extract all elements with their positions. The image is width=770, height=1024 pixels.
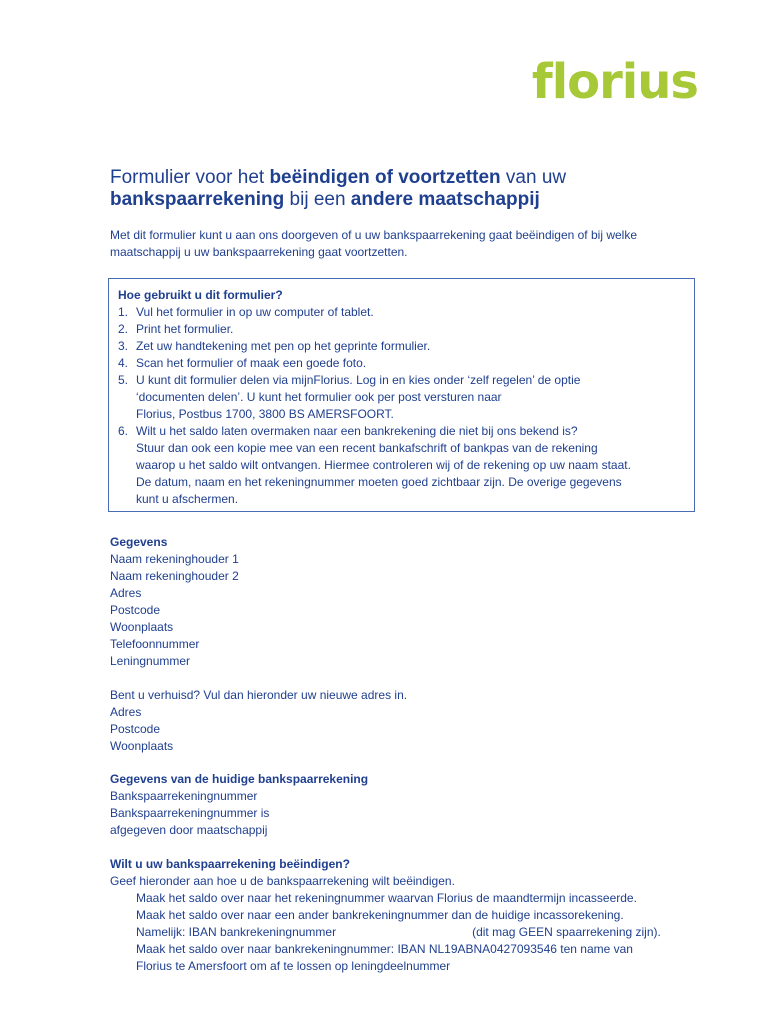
step-number: 5. (118, 373, 129, 387)
option-2-iban-row (110, 924, 710, 941)
terminate-section (110, 856, 710, 975)
step-text: waarop u het saldo wilt ontvangen. Hiermee controleren wij of de rekening op uw naam staat. (136, 458, 631, 472)
field-label: Postcode (110, 603, 161, 617)
field-label: Bankspaarrekeningnummer is (110, 806, 270, 820)
step-text: Zet uw handtekening met pen op het geprinte formulier. (136, 339, 431, 353)
gegevens-section (110, 534, 710, 755)
step-text: Vul het formulier in op uw computer of tablet. (136, 305, 374, 319)
option-2-iban-label: Namelijk: IBAN bankrekeningnummer (136, 925, 337, 939)
howto-step (118, 355, 684, 372)
page-title (110, 167, 710, 211)
field-label: Adres (110, 705, 142, 719)
step-number: 6. (118, 424, 129, 438)
step-text: De datum, naam en het rekeningnummer moeten goed zichtbaar zijn. De overige gegevens (136, 475, 622, 489)
title-bold3: andere maatschappij (350, 189, 540, 210)
intro-text: Met dit formulier kunt u aan ons doorgeven of u uw bankspaarrekening gaat beëindigen of bij welke maatschappij u uw bankspaarrekening gaat voortzetten. (110, 228, 637, 259)
field-label: Naam rekeninghouder 2 (110, 569, 239, 583)
step-text: Stuur dan ook een kopie mee van een recent bankafschrift of bankpas van de rekening (136, 441, 598, 455)
howto-heading: Hoe gebruikt u dit formulier? (118, 288, 283, 302)
howto-step (118, 338, 684, 355)
option-1-label: Maak het saldo over naar het rekeningnummer waarvan Florius de maandtermijn incasseerde. (136, 891, 637, 905)
current-heading: Gegevens van de huidige bankspaarrekening (110, 772, 369, 786)
option-2-label: Maak het saldo over naar een ander bankrekeningnummer dan de huidige incassorekening. (136, 908, 624, 922)
field-label: Adres (110, 586, 142, 600)
field-label: Leningnummer (110, 654, 191, 668)
step-text: Wilt u het saldo laten overmaken naar een bankrekening die niet bij ons bekend is? (136, 424, 578, 438)
field-label: Postcode (110, 722, 161, 736)
field-label: Naam rekeninghouder 1 (110, 552, 239, 566)
field-label: Woonplaats (110, 620, 174, 634)
title-part2: van uw (500, 167, 567, 188)
terminate-instruction: Geef hieronder aan hoe u de bankspaarrekening wilt beëindigen. (110, 874, 455, 888)
step-text: Scan het formulier of maak een goede foto. (136, 356, 367, 370)
field-label: Telefoonnummer (110, 637, 200, 651)
title-part3: bij een (284, 189, 351, 210)
howto-step (118, 423, 684, 508)
step-number: 1. (118, 305, 129, 319)
field-label: Bankspaarrekeningnummer (110, 789, 258, 803)
moved-question: Bent u verhuisd? Vul dan hieronder uw nieuwe adres in. (110, 688, 408, 702)
field-label: afgegeven door maatschappij (110, 823, 268, 837)
step-number: 2. (118, 322, 129, 336)
step-text: ‘documenten delen’. U kunt het formulier ook per post versturen naar (136, 390, 502, 404)
florius-logo: florius (531, 54, 698, 110)
title-bold1: beëindigen of voortzetten (269, 167, 501, 188)
option-3-label: Maak het saldo over naar bankrekeningnummer: IBAN NL19ABNA0427093546 ten name van (136, 942, 633, 956)
terminate-heading: Wilt u uw bankspaarrekening beëindigen? (110, 857, 350, 871)
step-number: 4. (118, 356, 129, 370)
option-3-label-cont: Florius te Amersfoort om af te lossen op leningdeelnummer (136, 959, 451, 973)
title-bold2: bankspaarrekening (110, 189, 285, 210)
gegevens-heading: Gegevens (110, 535, 168, 549)
step-text: Print het formulier. (136, 322, 234, 336)
field-label: Woonplaats (110, 739, 174, 753)
option-2-iban-note: (dit mag GEEN spaarrekening zijn). (472, 925, 661, 939)
howto-box (108, 278, 695, 512)
step-number: 3. (118, 339, 129, 353)
howto-step (118, 372, 684, 423)
howto-step (118, 321, 684, 338)
title-part1: Formulier voor het (110, 167, 270, 188)
step-text: U kunt dit formulier delen via mijnFlorius. Log in en kies onder ‘zelf regelen’ de optie (136, 373, 581, 387)
step-text: kunt u afschermen. (136, 492, 239, 506)
step-text: Florius, Postbus 1700, 3800 BS AMERSFOORT. (136, 407, 394, 421)
howto-step (118, 304, 684, 321)
current-account-section (110, 771, 710, 839)
